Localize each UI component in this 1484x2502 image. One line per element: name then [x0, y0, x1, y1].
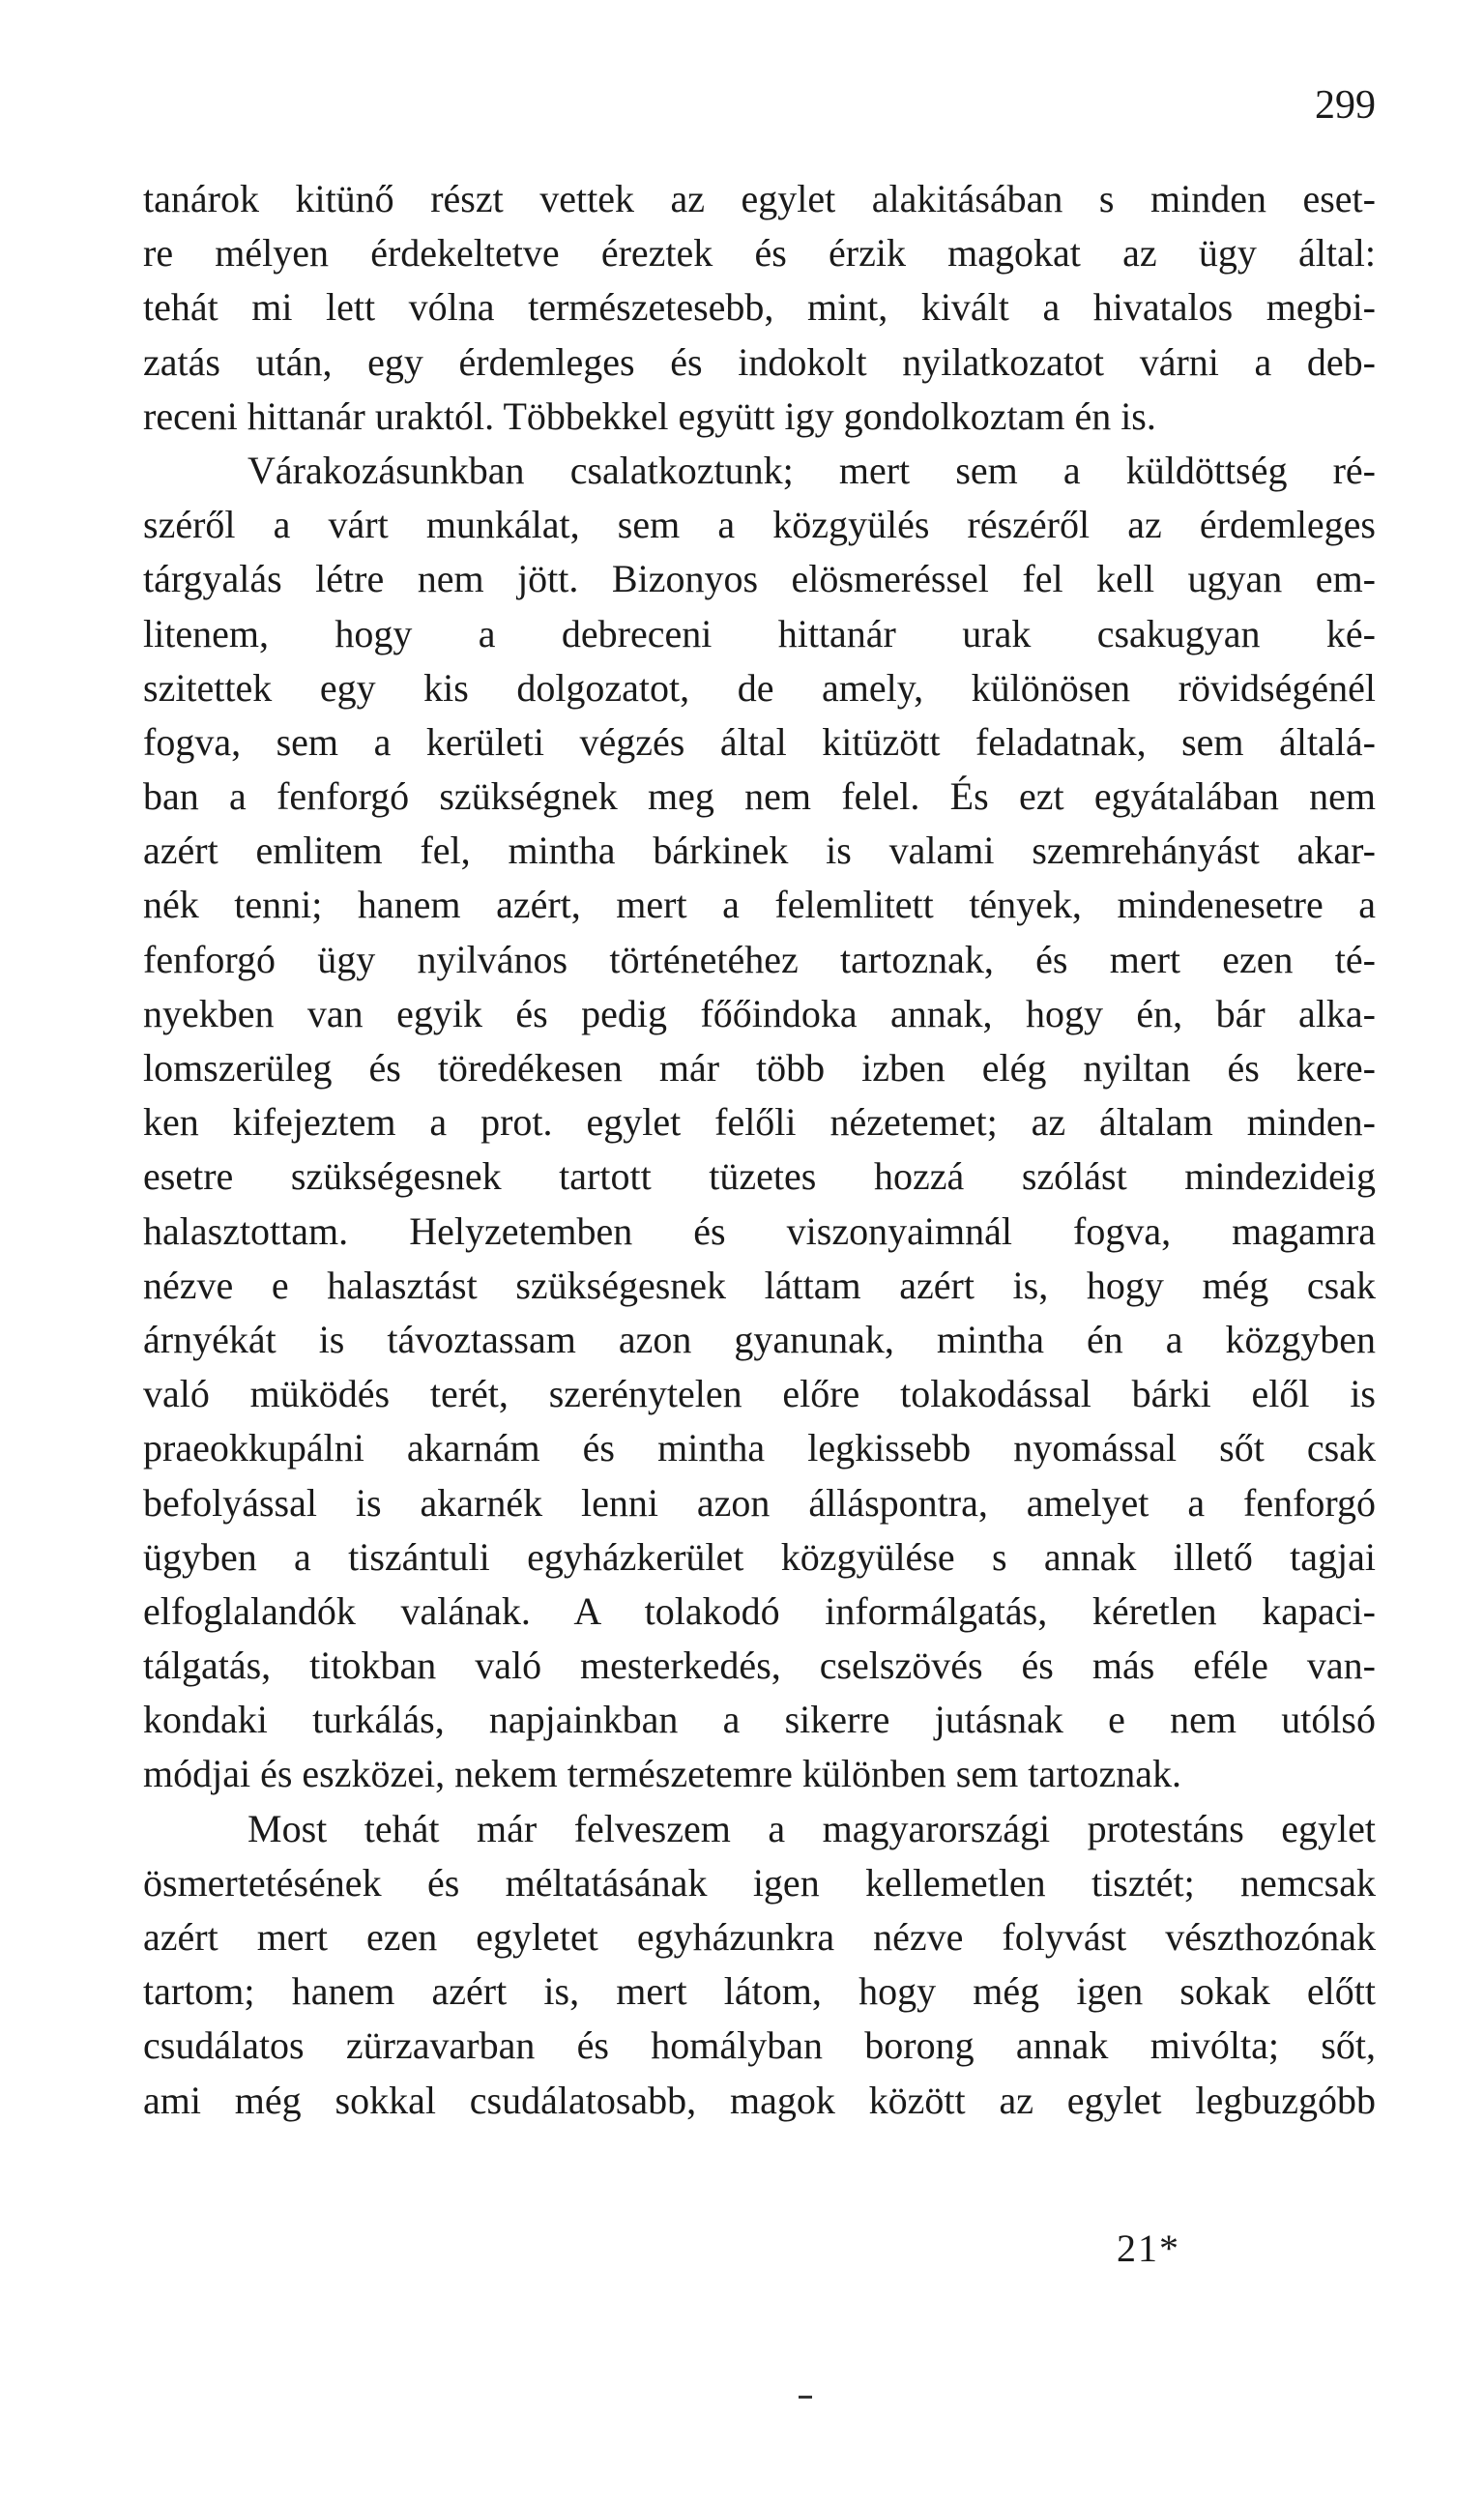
page-number: 299: [1315, 83, 1376, 128]
text-line: elfoglalandók valának. A tolakodó informálgatás, kéretlen kapaci-: [143, 1588, 1376, 1633]
text-line: litenem, hogy a debreceni hittanár urak csakugyan ké-: [143, 611, 1376, 655]
text-line: nyekben van egyik és pedig főőindoka annak, hogy én, bár alka-: [143, 991, 1376, 1035]
text-line: zatás után, egy érdemleges és indokolt nyilatkozatot várni a deb-: [143, 339, 1376, 384]
text-line: tanárok kitünő részt vettek az egylet alakitásában s minden eset-: [143, 177, 1376, 220]
text-line: ken kifejeztem a prot. egylet felőli nézetemet; az általam minden-: [143, 1100, 1376, 1145]
body-text: [143, 172, 1376, 2128]
text-line: azért emlitem fel, mintha bárkinek is valami szemrehányást akar-: [143, 829, 1376, 873]
text-line: tálgatás, titokban való mesterkedés, cselszövés és más eféle van-: [143, 1644, 1376, 1688]
text-line: esetre szükségesnek tartott tüzetes hozzá szólást mindezideig: [143, 1154, 1376, 1199]
text-line: árnyékát is távoztassam azon gyanunak, mintha én a közgyben: [143, 1317, 1376, 1361]
text-line: tehát mi lett vólna természetesebb, mint, kivált a hivatalos megbi-: [143, 285, 1376, 330]
text-line: azért mert ezen egyletet egyházunkra nézve folyvást vészthozónak: [143, 1915, 1376, 1959]
text-line: módjai és eszközei, nekem természetemre különben sem tartoznak.: [143, 1752, 1182, 1796]
text-line: ösmertetésének és méltatásának igen kellemetlen tisztét; nemcsak: [143, 1860, 1376, 1905]
text-line: tartom; hanem azért is, mert látom, hogy még igen sokak előtt: [143, 1969, 1376, 2014]
text-line: nézve e halasztást szükségesnek láttam azért is, hogy még csak: [143, 1263, 1376, 1307]
text-line: ban a fenforgó szükségnek meg nem felel. És ezt egyátalában nem: [143, 774, 1376, 819]
text-line: ami még sokkal csudálatosabb, magok között az egylet legbuzgóbb: [143, 2078, 1376, 2122]
text-line: praeokkupálni akarnám és mintha legkissebb nyomással sőt csak: [143, 1426, 1376, 1470]
text-line: széről a várt munkálat, sem a közgyülés részéről az érdemleges: [143, 503, 1376, 547]
text-line: szitettek egy kis dolgozatot, de amely, különösen rövidségénél: [143, 665, 1376, 710]
text-line: halasztottam. Helyzetemben és viszonyaimnál fogva, magamra: [143, 1208, 1376, 1253]
text-line: kondaki turkálás, napjainkban a sikerre jutásnak e nem utólsó: [143, 1698, 1376, 1742]
text-line: tárgyalás létre nem jött. Bizonyos elösmeréssel fel kell ugyan em-: [143, 557, 1376, 601]
text-line: befolyással is akarnék lenni azon álláspontra, amelyet a fenforgó: [143, 1480, 1376, 1525]
text-line: Várakozásunkban csalatkoztunk; mert sem a küldöttség ré-: [247, 448, 1376, 492]
text-line: csudálatos zürzavarban és homályban borong annak mivólta; sőt,: [143, 2023, 1376, 2068]
text-line: való müködés terét, szerénytelen előre tolakodással bárki elől is: [143, 1372, 1376, 1416]
text-line: fenforgó ügy nyilvános történetéhez tartoznak, és mert ezen té-: [143, 937, 1376, 981]
text-line: Most tehát már felveszem a magyarországi protestáns egylet: [247, 1806, 1376, 1850]
text-line: fogva, sem a kerületi végzés által kitüzött feladatnak, sem általá-: [143, 719, 1376, 764]
signature-mark: 21*: [1117, 2226, 1180, 2270]
text-line: re mélyen érdekeltetve éreztek és érzik magokat az ügy által:: [143, 231, 1376, 276]
text-line: ügyben a tiszántuli egyházkerület közgyülése s annak illető tagjai: [143, 1534, 1376, 1579]
text-line: nék tenni; hanem azért, mert a felemlitett tények, mindenesetre a: [143, 883, 1376, 927]
printer-dash: [799, 2396, 812, 2399]
text-line: receni hittanár uraktól. Többekkel együtt igy gondolkoztam én is.: [143, 393, 1156, 438]
text-line: lomszerüleg és töredékesen már több izben elég nyiltan és kere-: [143, 1046, 1376, 1090]
